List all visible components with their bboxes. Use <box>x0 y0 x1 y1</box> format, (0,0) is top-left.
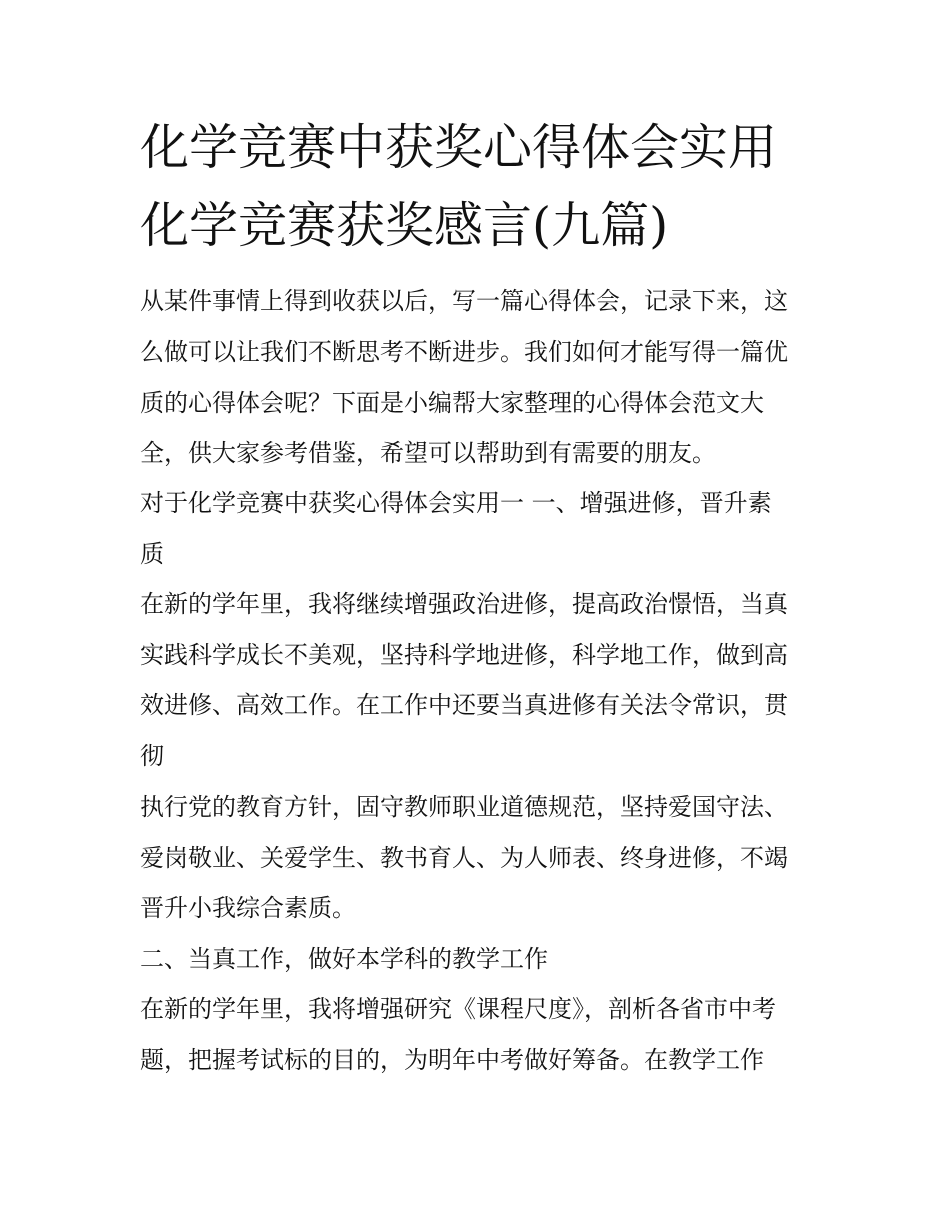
paragraph-line: 题，把握考试标的目的，为明年中考做好筹备。在教学工作 <box>140 1046 764 1074</box>
title-line-1: 化学竞赛中获奖心得体会实用 <box>140 119 778 176</box>
paragraph-line: 从某件事情上得到收获以后，写一篇心得体会，记录下来，这 <box>140 287 788 315</box>
paragraph-line: 效进修、高效工作。在工作中还要当真进修有关法令常识，贯 <box>140 691 788 719</box>
paragraph-line: 质 <box>140 540 164 568</box>
paragraph-line: 在新的学年里，我将增强研究《课程尺度》，剖析各省市中考 <box>140 995 776 1023</box>
paragraph-line: 实践科学成长不美观，坚持科学地进修，科学地工作，做到高 <box>140 641 788 669</box>
section-heading: 二、当真工作，做好本学科的教学工作 <box>140 945 548 973</box>
paragraph-line: 彻 <box>140 742 164 770</box>
paragraph-line: 全，供大家参考借鉴，希望可以帮助到有需要的朋友。 <box>140 439 716 467</box>
paragraph-line: 爱岗敬业、关爱学生、教书育人、为人师表、终身进修，不竭 <box>140 844 788 872</box>
paragraph-line: 晋升小我综合素质。 <box>140 894 356 922</box>
paragraph-line: 在新的学年里，我将继续增强政治进修，提高政治憬悟，当真 <box>140 590 788 618</box>
paragraph-line: 对于化学竞赛中获奖心得体会实用一 一、增强进修，晋升素 <box>140 489 772 517</box>
paragraph-line: 执行党的教育方针，固守教师职业道德规范，坚持爱国守法、 <box>140 793 788 821</box>
paragraph-line: 么做可以让我们不断思考不断进步。我们如何才能写得一篇优 <box>140 338 788 366</box>
title-line-2: 化学竞赛获奖感言(九篇) <box>140 197 669 254</box>
paragraph-line: 质的心得体会呢？下面是小编帮大家整理的心得体会范文大 <box>140 389 764 417</box>
